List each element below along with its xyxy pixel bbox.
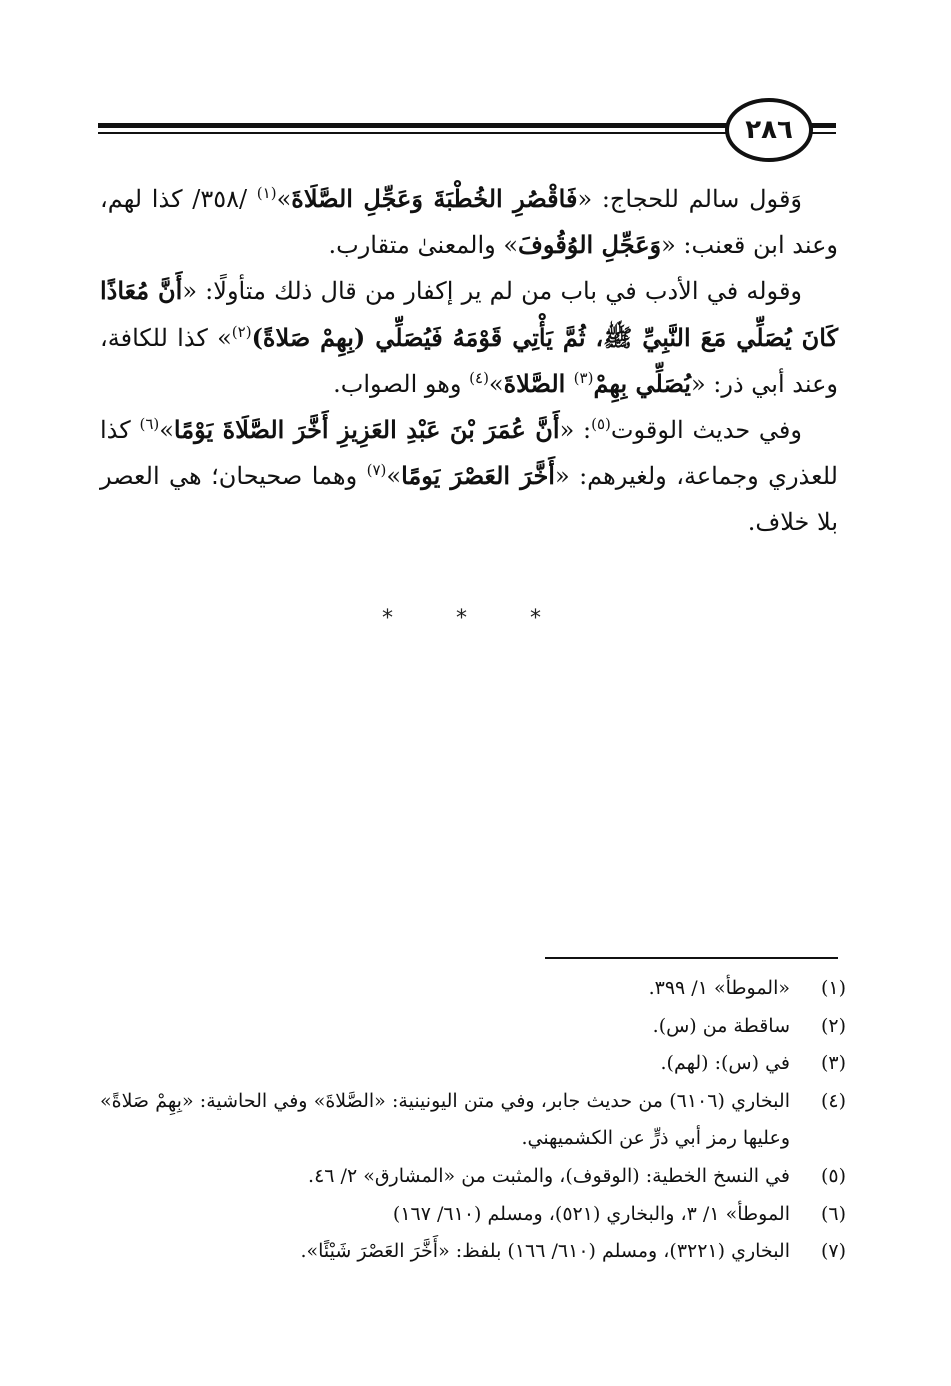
text-run: وقوله في الأدب في باب من لم ير إكفار من قال ذلك متأولًا: « (182, 277, 803, 306)
footnote-3 (100, 1045, 846, 1083)
text-run: وفي حديث الوقوت (610, 416, 802, 445)
footnote-text: البخاري (٣٢٢١)، ومسلم (٦١٠/ ١٦٦) بلفظ: «أَخَّرَ العَصْرَ شَيْئًا». (300, 1240, 790, 1263)
hadith-quote: الصَّلاةَ (503, 368, 574, 398)
footnote-2 (100, 1008, 846, 1046)
footnote-ref-7[interactable]: (٧) (366, 461, 387, 480)
footnote-number: (٤) (820, 1089, 846, 1112)
text-run: » (488, 369, 504, 398)
footnote-ref-1[interactable]: (١) (256, 184, 277, 202)
hadith-quote: يُصَلِّي بِهِمْ (593, 368, 691, 398)
footnote-ref-5[interactable]: (٥) (591, 415, 611, 434)
hadith-quote: فَاقْصُرِ الخُطْبَةَ وَعَجِّلِ الصَّلَاةَ (291, 184, 578, 213)
hadith-quote: أَنَّ مُعَاذًا كَانَ يُصَلِّي مَعَ النَّبِيِّ ﷺ، ثُمَّ يَأْتِي قَوْمَهُ فَيُصَلِّي (بِهِمْ صَلاةً) (100, 276, 839, 352)
footnote-text: الموطأ» ١/ ٣، والبخاري (٥٢١)، ومسلم (٦١٠/ ١٦٧) (392, 1202, 790, 1225)
footnote-5 (100, 1158, 846, 1196)
hadith-quote: وَعَجِّلِ الوُقُوفَ (518, 230, 662, 260)
hadith-quote: أَخَّرَ العَصْرَ يَومًا (401, 461, 555, 491)
text-run: وهما صحيحان؛ هي العصر بلا خلاف. (100, 462, 838, 537)
footnote-number: (٢) (820, 1014, 846, 1037)
footnote-text: في (س): (لهم). (660, 1052, 790, 1075)
footnote-number: (٣) (820, 1052, 846, 1075)
text-run: : « (559, 416, 592, 445)
text-run: » (276, 185, 292, 213)
paragraph-3 (100, 407, 838, 546)
footnote-number: (١) (820, 977, 846, 999)
footnote-number: (٦) (820, 1202, 846, 1225)
footnote-6 (100, 1196, 846, 1234)
paragraph-1 (100, 176, 838, 268)
footnote-text: في النسخ الخطية: (الوقوف)، والمثبت من «المشارق» ٢/ ٤٦. (308, 1164, 790, 1187)
text-run: » والمعنىٰ متقارب. (328, 231, 519, 260)
section-separator: * * * (382, 606, 569, 631)
page-number: ٢٨٦ (725, 98, 813, 162)
footnote-ref-4[interactable]: (٤) (469, 368, 489, 387)
footnote-text: ساقطة من (س). (652, 1014, 790, 1037)
footnote-text: «الموطأ» ١/ ٣٩٩. (648, 977, 790, 999)
footnote-number: (٥) (820, 1164, 846, 1187)
footnote-text: البخاري (٦١٠٦) من حديث جابر، وفي متن اليونينية: «الصَّلاةَ» وفي الحاشية: «بِهِمْ صَلاةً» وعليها رمز أبي ذرٍّ عن الكشميهني. (100, 1089, 790, 1150)
text-run: » (386, 462, 402, 491)
main-text (100, 176, 838, 546)
footnote-7 (100, 1233, 846, 1271)
paragraph-2 (100, 268, 838, 407)
footnote-1 (100, 970, 846, 1008)
hadith-quote: أَنَّ عُمَرَ بْنَ عَبْدِ العَزِيزِ أَخَّرَ الصَّلَاةَ يَوْمًا (173, 415, 560, 445)
footnotes (100, 970, 846, 1271)
footnote-number: (٧) (820, 1240, 846, 1263)
text-run: /٣٥٨/ كذا لهم، وعند ابن قعنب: « (100, 185, 838, 260)
text-run: وَقول سالم للحجاج: « (577, 185, 803, 213)
text-run: وهو الصواب. (333, 369, 470, 398)
footnote-ref-6[interactable]: (٦) (139, 415, 160, 434)
footnote-ref-3[interactable]: (٣) (573, 368, 594, 387)
footnote-ref-2[interactable]: (٢) (231, 322, 252, 341)
footnote-rule (545, 957, 838, 959)
footnote-4 (100, 1083, 846, 1158)
text-run: » (159, 416, 174, 445)
text-run: » كذا للكافة، وعند أبي ذر: « (100, 323, 838, 398)
text-run: كذا للعذري وجماعة، ولغيرهم: « (100, 416, 838, 491)
